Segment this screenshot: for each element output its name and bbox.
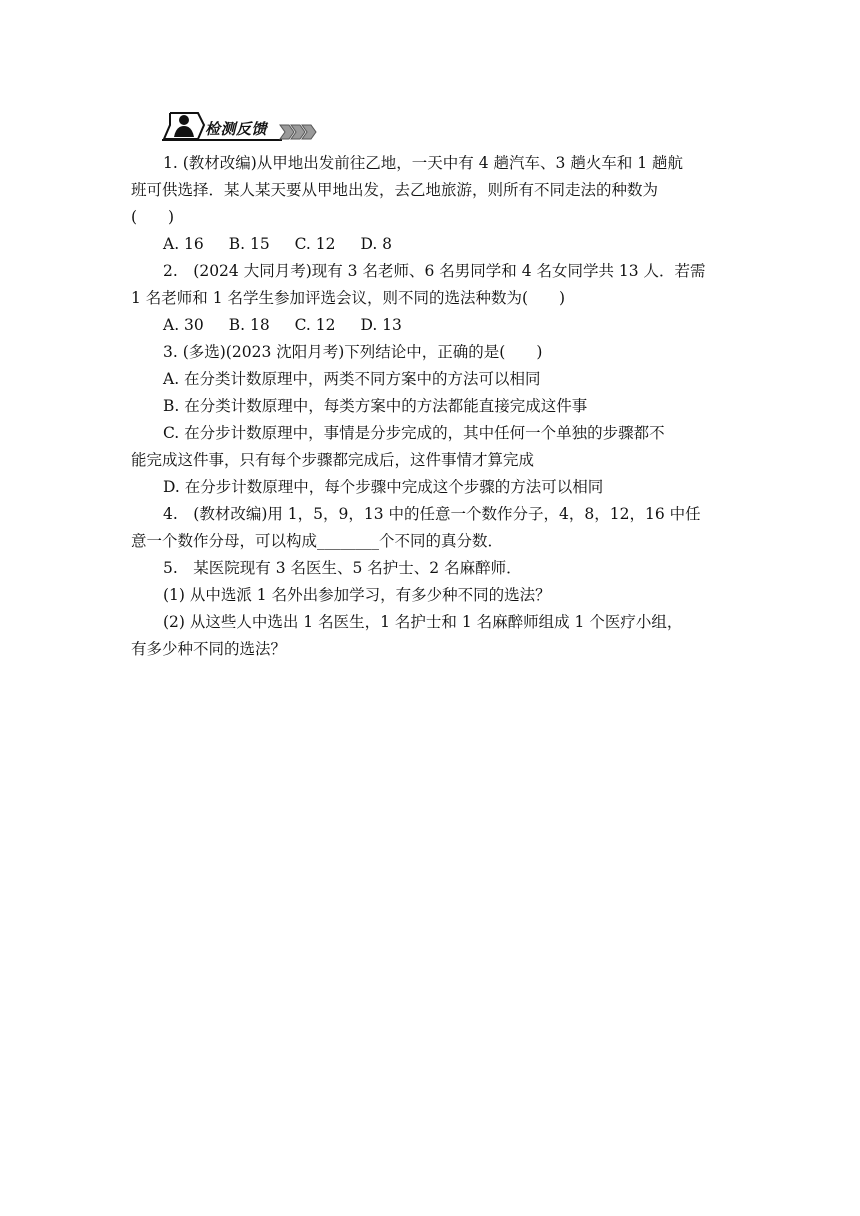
q2-option-c: C. 12 xyxy=(294,316,336,334)
question-3 xyxy=(131,339,731,501)
q5-sub-2-line-1: (2) 从这些人中选出 1 名医生，1 名护士和 1 名麻醉师组成 1 个医疗小组， xyxy=(163,613,683,631)
question-2 xyxy=(131,258,731,339)
q1-line-2: 班可供选择．某人某天要从甲地出发，去乙地旅游，则所有不同走法的种数为 xyxy=(131,181,659,199)
q1-line-3: ( ) xyxy=(131,208,175,226)
q2-option-a: A. 30 xyxy=(163,316,204,334)
q2-options xyxy=(131,312,731,339)
q2-line-1: 2. (2024 大同月考)现有 3 名老师、6 名男同学和 4 名女同学共 13 人．若需 xyxy=(163,262,706,280)
q4-line-2: 意一个数作分母，可以构成________个不同的真分数． xyxy=(131,532,504,550)
q1-option-d: D. 8 xyxy=(360,235,393,253)
q2-option-b: B. 18 xyxy=(228,316,270,334)
q1-option-b: B. 15 xyxy=(228,235,270,253)
chevrons-icon xyxy=(280,125,316,139)
section-header-badge xyxy=(160,109,320,143)
person-icon xyxy=(174,115,194,137)
section-title: 检测反馈 xyxy=(205,120,268,138)
q5-sub-2-line-2: 有多少种不同的选法？ xyxy=(131,640,287,658)
q3-line-1: 3. (多选)(2023 沈阳月考)下列结论中，正确的是( ) xyxy=(163,343,543,361)
question-1 xyxy=(131,150,731,258)
question-list xyxy=(131,150,731,663)
q3-option-a: A. 在分类计数原理中，两类不同方案中的方法可以相同 xyxy=(163,370,541,388)
question-4 xyxy=(131,501,731,555)
q4-line-1: 4. (教材改编)用 1，5，9，13 中的任意一个数作分子，4，8，12，16 中任 xyxy=(163,505,701,523)
question-5 xyxy=(131,555,731,663)
q1-option-a: A. 16 xyxy=(163,235,204,253)
q1-options xyxy=(131,231,731,258)
q3-option-c-line-2: 能完成这件事，只有每个步骤都完成后，这件事情才算完成 xyxy=(131,451,535,469)
q5-sub-1: (1) 从中选派 1 名外出参加学习，有多少种不同的选法？ xyxy=(163,586,551,604)
q3-option-c-line-1: C. 在分步计数原理中，事情是分步完成的，其中任何一个单独的步骤都不 xyxy=(163,424,665,442)
q1-line-1: 1. (教材改编)从甲地出发前往乙地，一天中有 4 趟汽车、3 趟火车和 1 趟航 xyxy=(163,154,684,172)
q3-option-d: D. 在分步计数原理中，每个步骤中完成这个步骤的方法可以相同 xyxy=(163,478,604,496)
q5-line-1: 5. 某医院现有 3 名医生、5 名护士、2 名麻醉师． xyxy=(163,559,522,577)
q2-line-2: 1 名老师和 1 名学生参加评选会议，则不同的选法种数为( ) xyxy=(131,289,566,307)
q2-option-d: D. 13 xyxy=(360,316,402,334)
q1-option-c: C. 12 xyxy=(294,235,336,253)
q3-option-b: B. 在分类计数原理中，每类方案中的方法都能直接完成这件事 xyxy=(163,397,588,415)
